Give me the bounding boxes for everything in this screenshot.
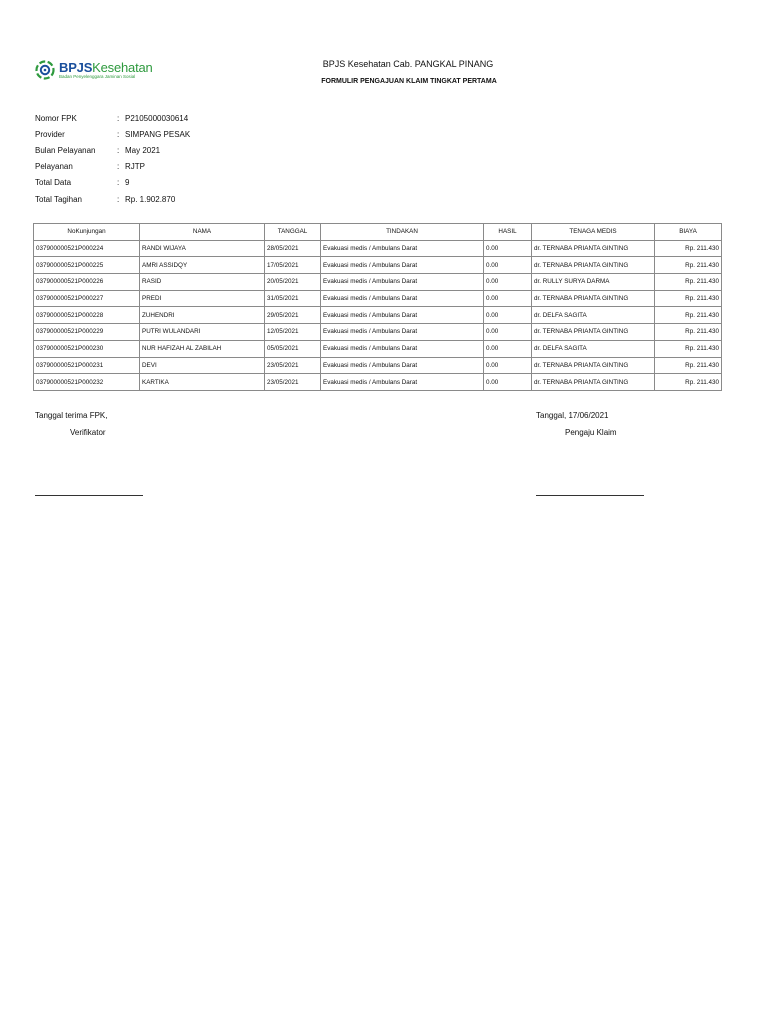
- column-header: HASIL: [484, 224, 532, 241]
- cell-tanggal: 23/05/2021: [265, 357, 321, 374]
- cell-biaya: Rp. 211.430: [655, 307, 722, 324]
- verifier-role: Verifikator: [70, 428, 106, 437]
- cell-biaya: Rp. 211.430: [655, 374, 722, 391]
- cell-nama: DEVI: [140, 357, 265, 374]
- info-colon: :: [117, 129, 120, 139]
- cell-nama: PUTRI WULANDARI: [140, 324, 265, 341]
- column-header: BIAYA: [655, 224, 722, 241]
- cell-nama: RASID: [140, 274, 265, 291]
- cell-hasil: 0.00: [484, 290, 532, 307]
- cell-tindakan: Evakuasi medis / Ambulans Darat: [321, 290, 484, 307]
- cell-tenaga-medis: dr. TERNABA PRIANTA GINTING: [532, 324, 655, 341]
- info-colon: :: [117, 194, 120, 204]
- table-row: [34, 374, 722, 391]
- info-row-total-tagihan: [35, 191, 190, 207]
- table-header-row: [34, 224, 722, 241]
- info-colon: :: [117, 113, 120, 123]
- table-row: [34, 274, 722, 291]
- cell-tenaga-medis: dr. DELFA SAGITA: [532, 307, 655, 324]
- cell-tenaga-medis: dr. TERNABA PRIANTA GINTING: [532, 357, 655, 374]
- claimant-role: Pengaju Klaim: [565, 428, 617, 437]
- cell-tindakan: Evakuasi medis / Ambulans Darat: [321, 307, 484, 324]
- cell-tenaga-medis: dr. TERNABA PRIANTA GINTING: [532, 374, 655, 391]
- table-row: [34, 290, 722, 307]
- cell-tenaga-medis: dr. RULLY SURYA DARMA: [532, 274, 655, 291]
- info-value: SIMPANG PESAK: [125, 129, 191, 139]
- info-label: Bulan Pelayanan: [35, 145, 96, 155]
- column-header: NoKunjungan: [34, 224, 140, 241]
- submission-date: Tanggal, 17/06/2021: [536, 411, 609, 420]
- info-row-bulan-pelayanan: [35, 142, 190, 158]
- table-row: [34, 307, 722, 324]
- form-title: FORMULIR PENGAJUAN KLAIM TINGKAT PERTAMA: [321, 78, 497, 85]
- cell-no-kunjungan: 037900000521P000231: [34, 357, 140, 374]
- cell-hasil: 0.00: [484, 274, 532, 291]
- cell-biaya: Rp. 211.430: [655, 240, 722, 257]
- cell-tanggal: 20/05/2021: [265, 274, 321, 291]
- verifier-signature-line: [35, 495, 143, 496]
- claim-info: [35, 110, 190, 207]
- cell-biaya: Rp. 211.430: [655, 357, 722, 374]
- received-date-label: Tanggal terima FPK,: [35, 411, 108, 420]
- cell-tanggal: 29/05/2021: [265, 307, 321, 324]
- info-row-nomor-fpk: [35, 110, 190, 126]
- table-row: [34, 240, 722, 257]
- logo-subtitle: Badan Penyelenggara Jaminan Sosial: [59, 73, 136, 79]
- claimant-signature-line: [536, 495, 644, 496]
- info-value: P2105000030614: [125, 113, 189, 123]
- info-label: Pelayanan: [35, 162, 73, 172]
- cell-nama: PREDI: [140, 290, 265, 307]
- cell-hasil: 0.00: [484, 307, 532, 324]
- cell-tenaga-medis: dr. TERNABA PRIANTA GINTING: [532, 257, 655, 274]
- info-row-provider: [35, 126, 190, 142]
- info-label: Nomor FPK: [35, 113, 77, 123]
- cell-biaya: Rp. 211.430: [655, 324, 722, 341]
- info-value: May 2021: [125, 145, 161, 155]
- cell-no-kunjungan: 037900000521P000228: [34, 307, 140, 324]
- claims-table: [33, 223, 722, 391]
- cell-no-kunjungan: 037900000521P000226: [34, 274, 140, 291]
- cell-biaya: Rp. 211.430: [655, 290, 722, 307]
- table-row: [34, 357, 722, 374]
- info-row-pelayanan: [35, 159, 190, 175]
- cell-tanggal: 23/05/2021: [265, 374, 321, 391]
- cell-biaya: Rp. 211.430: [655, 257, 722, 274]
- table-row: [34, 257, 722, 274]
- cell-no-kunjungan: 037900000521P000227: [34, 290, 140, 307]
- cell-nama: ZUHENDRI: [140, 307, 265, 324]
- cell-hasil: 0.00: [484, 340, 532, 357]
- cell-tenaga-medis: dr. TERNABA PRIANTA GINTING: [532, 240, 655, 257]
- column-header: TANGGAL: [265, 224, 321, 241]
- cell-biaya: Rp. 211.430: [655, 340, 722, 357]
- cell-tindakan: Evakuasi medis / Ambulans Darat: [321, 240, 484, 257]
- cell-hasil: 0.00: [484, 240, 532, 257]
- cell-no-kunjungan: 037900000521P000229: [34, 324, 140, 341]
- cell-tindakan: Evakuasi medis / Ambulans Darat: [321, 257, 484, 274]
- info-colon: :: [117, 162, 120, 172]
- cell-tenaga-medis: dr. DELFA SAGITA: [532, 340, 655, 357]
- table-row: [34, 324, 722, 341]
- cell-tindakan: Evakuasi medis / Ambulans Darat: [321, 324, 484, 341]
- info-label: Total Tagihan: [35, 194, 82, 204]
- cell-tenaga-medis: dr. TERNABA PRIANTA GINTING: [532, 290, 655, 307]
- cell-hasil: 0.00: [484, 374, 532, 391]
- cell-no-kunjungan: 037900000521P000224: [34, 240, 140, 257]
- info-colon: :: [117, 178, 120, 188]
- table-row: [34, 340, 722, 357]
- info-label: Total Data: [35, 178, 72, 188]
- info-row-total-data: [35, 175, 190, 191]
- info-value: Rp. 1.902.870: [125, 194, 176, 204]
- cell-nama: NUR HAFIZAH AL ZABILAH: [140, 340, 265, 357]
- cell-nama: RANDI WIJAYA: [140, 240, 265, 257]
- cell-hasil: 0.00: [484, 324, 532, 341]
- cell-no-kunjungan: 037900000521P000232: [34, 374, 140, 391]
- column-header: NAMA: [140, 224, 265, 241]
- cell-tindakan: Evakuasi medis / Ambulans Darat: [321, 340, 484, 357]
- cell-nama: KARTIKA: [140, 374, 265, 391]
- info-label: Provider: [35, 129, 65, 139]
- cell-no-kunjungan: 037900000521P000225: [34, 257, 140, 274]
- info-colon: :: [117, 145, 120, 155]
- cell-tanggal: 28/05/2021: [265, 240, 321, 257]
- info-value: RJTP: [125, 162, 145, 172]
- column-header: TENAGA MEDIS: [532, 224, 655, 241]
- cell-no-kunjungan: 037900000521P000230: [34, 340, 140, 357]
- cell-tindakan: Evakuasi medis / Ambulans Darat: [321, 274, 484, 291]
- cell-tindakan: Evakuasi medis / Ambulans Darat: [321, 374, 484, 391]
- cell-tanggal: 17/05/2021: [265, 257, 321, 274]
- logo-wordmark: BPJSKesehatan: [59, 59, 153, 75]
- cell-hasil: 0.00: [484, 257, 532, 274]
- cell-biaya: Rp. 211.430: [655, 274, 722, 291]
- cell-nama: AMRI ASSIDQY: [140, 257, 265, 274]
- column-header: TINDAKAN: [321, 224, 484, 241]
- cell-tanggal: 31/05/2021: [265, 290, 321, 307]
- info-value: 9: [125, 178, 130, 188]
- office-title: BPJS Kesehatan Cab. PANGKAL PINANG: [322, 59, 494, 69]
- cell-tindakan: Evakuasi medis / Ambulans Darat: [321, 357, 484, 374]
- cell-hasil: 0.00: [484, 357, 532, 374]
- cell-tanggal: 12/05/2021: [265, 324, 321, 341]
- cell-tanggal: 05/05/2021: [265, 340, 321, 357]
